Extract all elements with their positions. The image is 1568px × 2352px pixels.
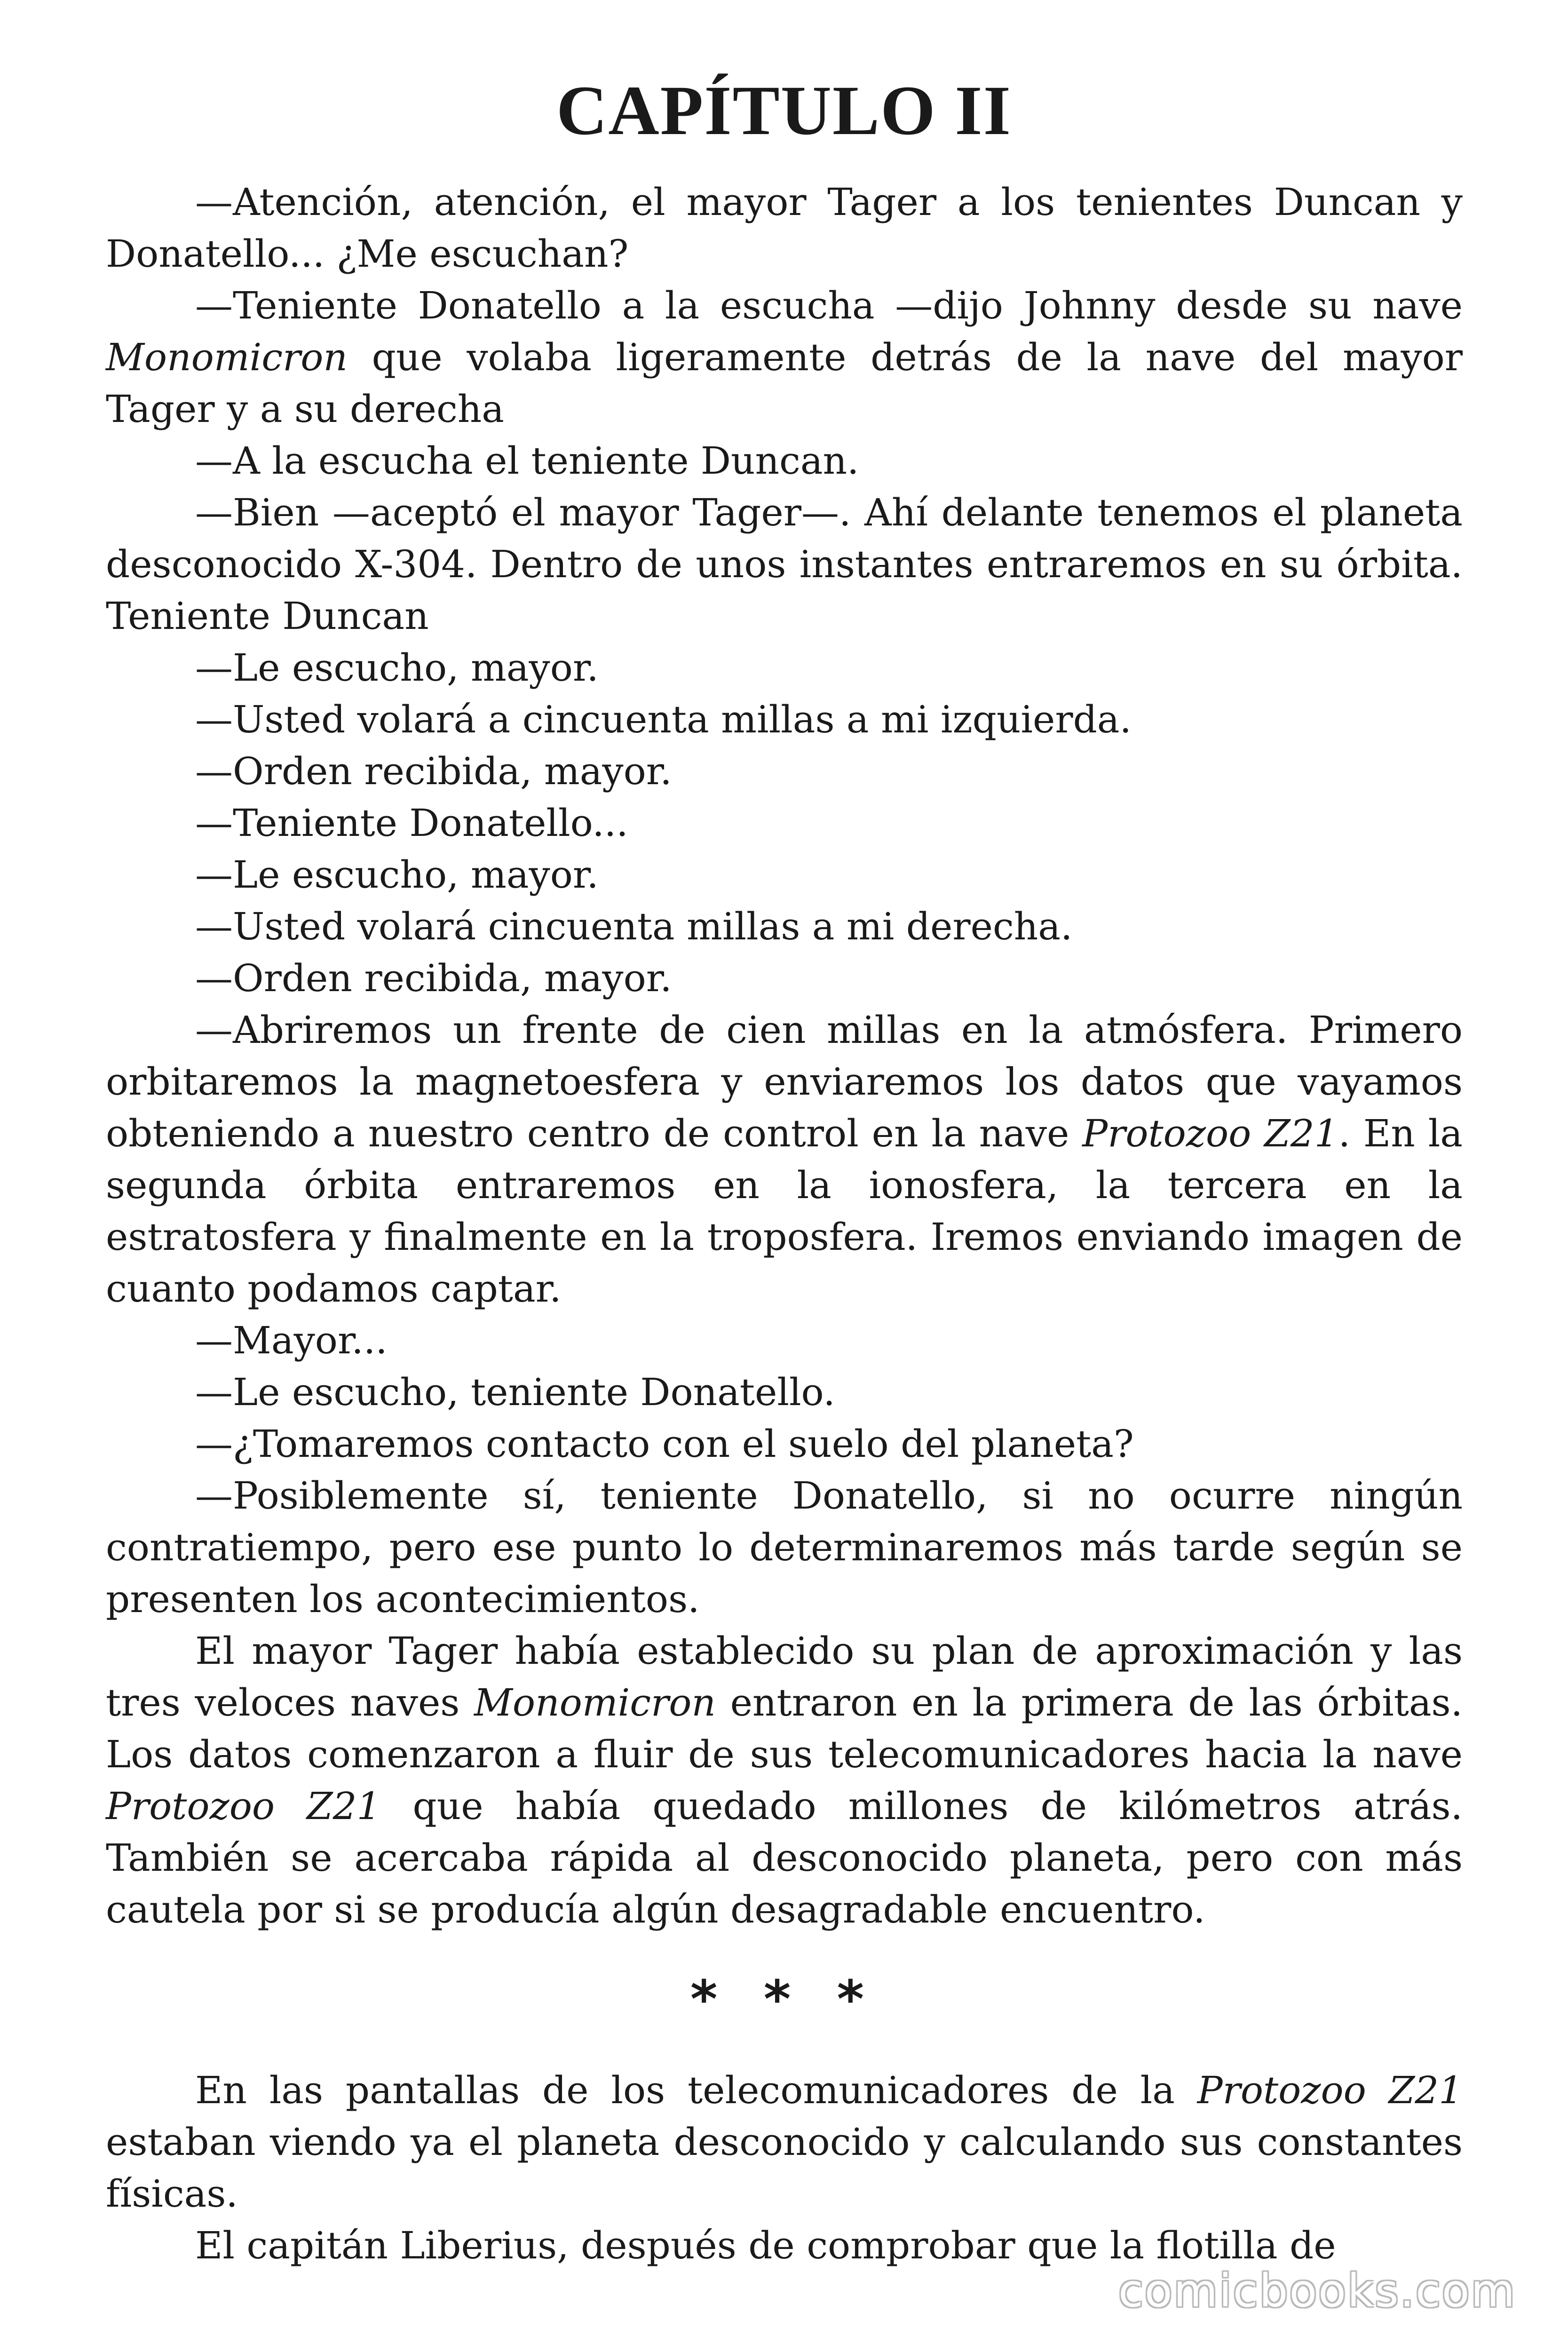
paragraph — [106, 435, 1463, 487]
paragraph — [106, 1418, 1463, 1470]
paragraph — [106, 2065, 1463, 2220]
text-run: —¿Tomaremos contacto con el suelo del planeta? — [195, 1422, 1134, 1466]
paragraph — [106, 487, 1463, 642]
paragraph — [106, 1315, 1463, 1367]
text-run: entraron en la primera de las órbitas. Los datos comenzaron a fluir de sus telecomunicadores hacia la nave — [106, 1681, 1463, 1776]
text-run: —Bien —aceptó el mayor Tager—. Ahí delante tenemos el planeta desconocido X-304. Dentro de unos instantes entraremos en su órbita. Teniente Duncan — [106, 491, 1463, 638]
paragraph — [106, 694, 1463, 746]
paragraph — [106, 746, 1463, 797]
text-run: que había quedado millones de kilómetros atrás. También se acercaba rápida al desconocido planeta, pero con más cautela por si se producía algún desagradable encuentro. — [106, 1784, 1463, 1931]
body-text — [106, 176, 1463, 2272]
text-run: —Orden recibida, mayor. — [195, 956, 672, 1000]
text-run: —A la escucha el teniente Duncan. — [195, 439, 859, 483]
paragraph — [106, 176, 1463, 280]
paragraph — [106, 1470, 1463, 1625]
italic-ship-name: Protozoo Z21 — [1082, 1112, 1338, 1155]
text-run: —Atención, atención, el mayor Tager a los tenientes Duncan y Donatello... ¿Me escuchan? — [106, 180, 1463, 276]
text-run: —Abriremos un frente de cien millas en la atmósfera. Primero orbitaremos la magnetoesfera y enviaremos los datos que vayamos obteniendo a nuestro centro de control en la nave — [106, 1008, 1463, 1155]
text-run: que volaba ligeramente detrás de la nave del mayor Tager y a su derecha — [106, 335, 1463, 431]
paragraph — [106, 1625, 1463, 1936]
paragraph — [106, 797, 1463, 849]
text-run: —Mayor... — [195, 1319, 388, 1362]
text-run: estaban viendo ya el planeta desconocido y calculando sus constantes físicas. — [106, 2120, 1463, 2216]
italic-ship-name: Monomicron — [106, 335, 348, 379]
paragraphs-after-break — [106, 2065, 1463, 2272]
paragraph — [106, 2220, 1463, 2272]
text-run: —Posiblemente sí, teniente Donatello, si no ocurre ningún contratiempo, pero ese punto lo determinaremos más tarde según se presenten los acontecimientos. — [106, 1474, 1463, 1621]
text-run: —Teniente Donatello a la escucha —dijo Johnny desde su nave — [195, 284, 1463, 327]
text-run: —Usted volará cincuenta millas a mi derecha. — [195, 905, 1073, 948]
paragraph — [106, 849, 1463, 901]
scene-break: * * * — [690, 1969, 879, 2029]
text-run: . En la segunda órbita entraremos en la ionosfera, la tercera en la estratosfera y finalmente en la troposfera. Iremos enviando imagen de cuanto podamos captar. — [106, 1112, 1463, 1311]
text-run: —Le escucho, mayor. — [195, 853, 599, 897]
paragraph — [106, 642, 1463, 694]
paragraph — [106, 280, 1463, 435]
text-run: El capitán Liberius, después de comprobar que la flotilla de — [195, 2224, 1336, 2267]
paragraph — [106, 1367, 1463, 1418]
chapter-title: CAPÍTULO II — [556, 72, 1012, 150]
text-run: —Teniente Donatello... — [195, 801, 628, 845]
italic-ship-name: Protozoo Z21 — [1197, 2068, 1463, 2112]
paragraph — [106, 953, 1463, 1004]
paragraphs-before-break — [106, 176, 1463, 1936]
italic-ship-name: Monomicron — [474, 1681, 716, 1724]
paragraph — [106, 1004, 1463, 1315]
paragraph — [106, 901, 1463, 953]
text-run: —Orden recibida, mayor. — [195, 749, 672, 793]
text-run: —Usted volará a cincuenta millas a mi izquierda. — [195, 698, 1132, 741]
text-run: —Le escucho, mayor. — [195, 646, 599, 690]
italic-ship-name: Protozoo Z21 — [106, 1784, 381, 1828]
text-run: En las pantallas de los telecomunicadores de la — [195, 2068, 1197, 2112]
watermark-logo: comicbooks.com — [1118, 2265, 1516, 2317]
text-run: El mayor Tager había establecido su plan de aproximación y las tres veloces naves — [106, 1629, 1463, 1724]
text-run: —Le escucho, teniente Donatello. — [195, 1370, 835, 1414]
